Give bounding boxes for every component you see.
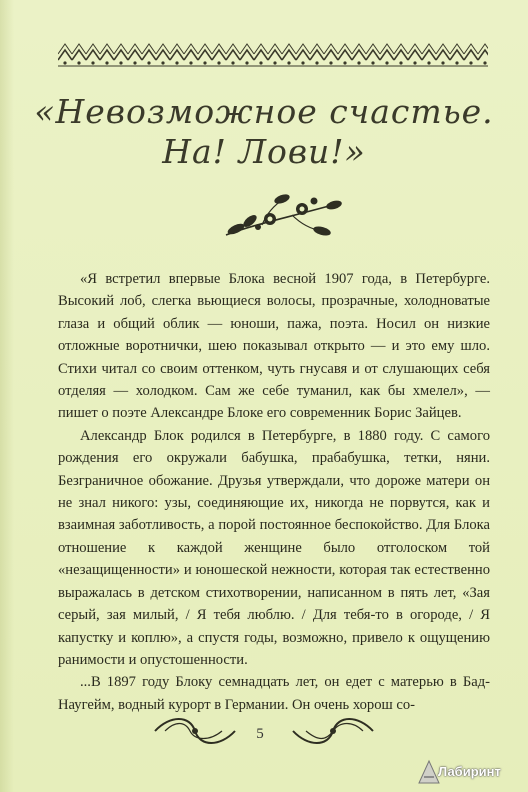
chapter-title-line-2: На! Лови!» [162, 132, 366, 171]
footer-ornament-right-icon [288, 713, 378, 749]
watermark-text: Лабиринт [438, 764, 501, 779]
paragraph: «Я встретил впервые Блока весной 1907 года, в Петербурге. Высокий лоб, слегка вьющиеся волосы, прозрачные, холодноватые глаза и общий облик — юноши, пажа, поэта. Носил он низкие отложные воротнички, шею показывал открыто — и это ему шло. Стихи читал со своим оттенком, чуть гнусавя и от слушающих себя отделяя — холодком. Сам же себе туманил, как бы хмелел», — пишет о поэте Александре Блоке его современник Борис Зайцев. [58, 271, 490, 422]
flower-branch-icon [222, 183, 344, 243]
paragraph: ...В 1897 году Блоку семнадцать лет, он едет с матерью в Бад-Наугейм, водный курорт в Германии. Он очень хорош со- [58, 674, 490, 713]
chapter-title-line-1: «Невозможное счастье. [34, 92, 494, 131]
paragraph: Александр Блок родился в Петербурге, в 1880 году. С самого рождения его окружали бабушка, прабабушка, тетки, няни. Безграничное обожание. Друзья утверждали, что дороже матери он не знал никого: узы, соединяющие их, никогда не порвутся, как и взаимная заботливость, а порой постоянное беспокойство. Для Блока отношение к каждой женщине было отголоском той «незащищенности» и юношеской нежности, которая так естественно выражалась в детском стихотворении, написанном в пять лет, «Зая серый, зая милый, / Я тебя люблю. / Для тебя-то в огороде, / Я капустку и коплю», а спустя годы, возможно, привело к ощущению ранимости и опустошенности. [58, 427, 490, 668]
decorative-top-border [58, 38, 488, 68]
body-text [58, 268, 490, 716]
chapter-title [0, 92, 528, 172]
page-number: 5 [256, 726, 264, 742]
footer-ornament-left-icon [150, 713, 240, 749]
